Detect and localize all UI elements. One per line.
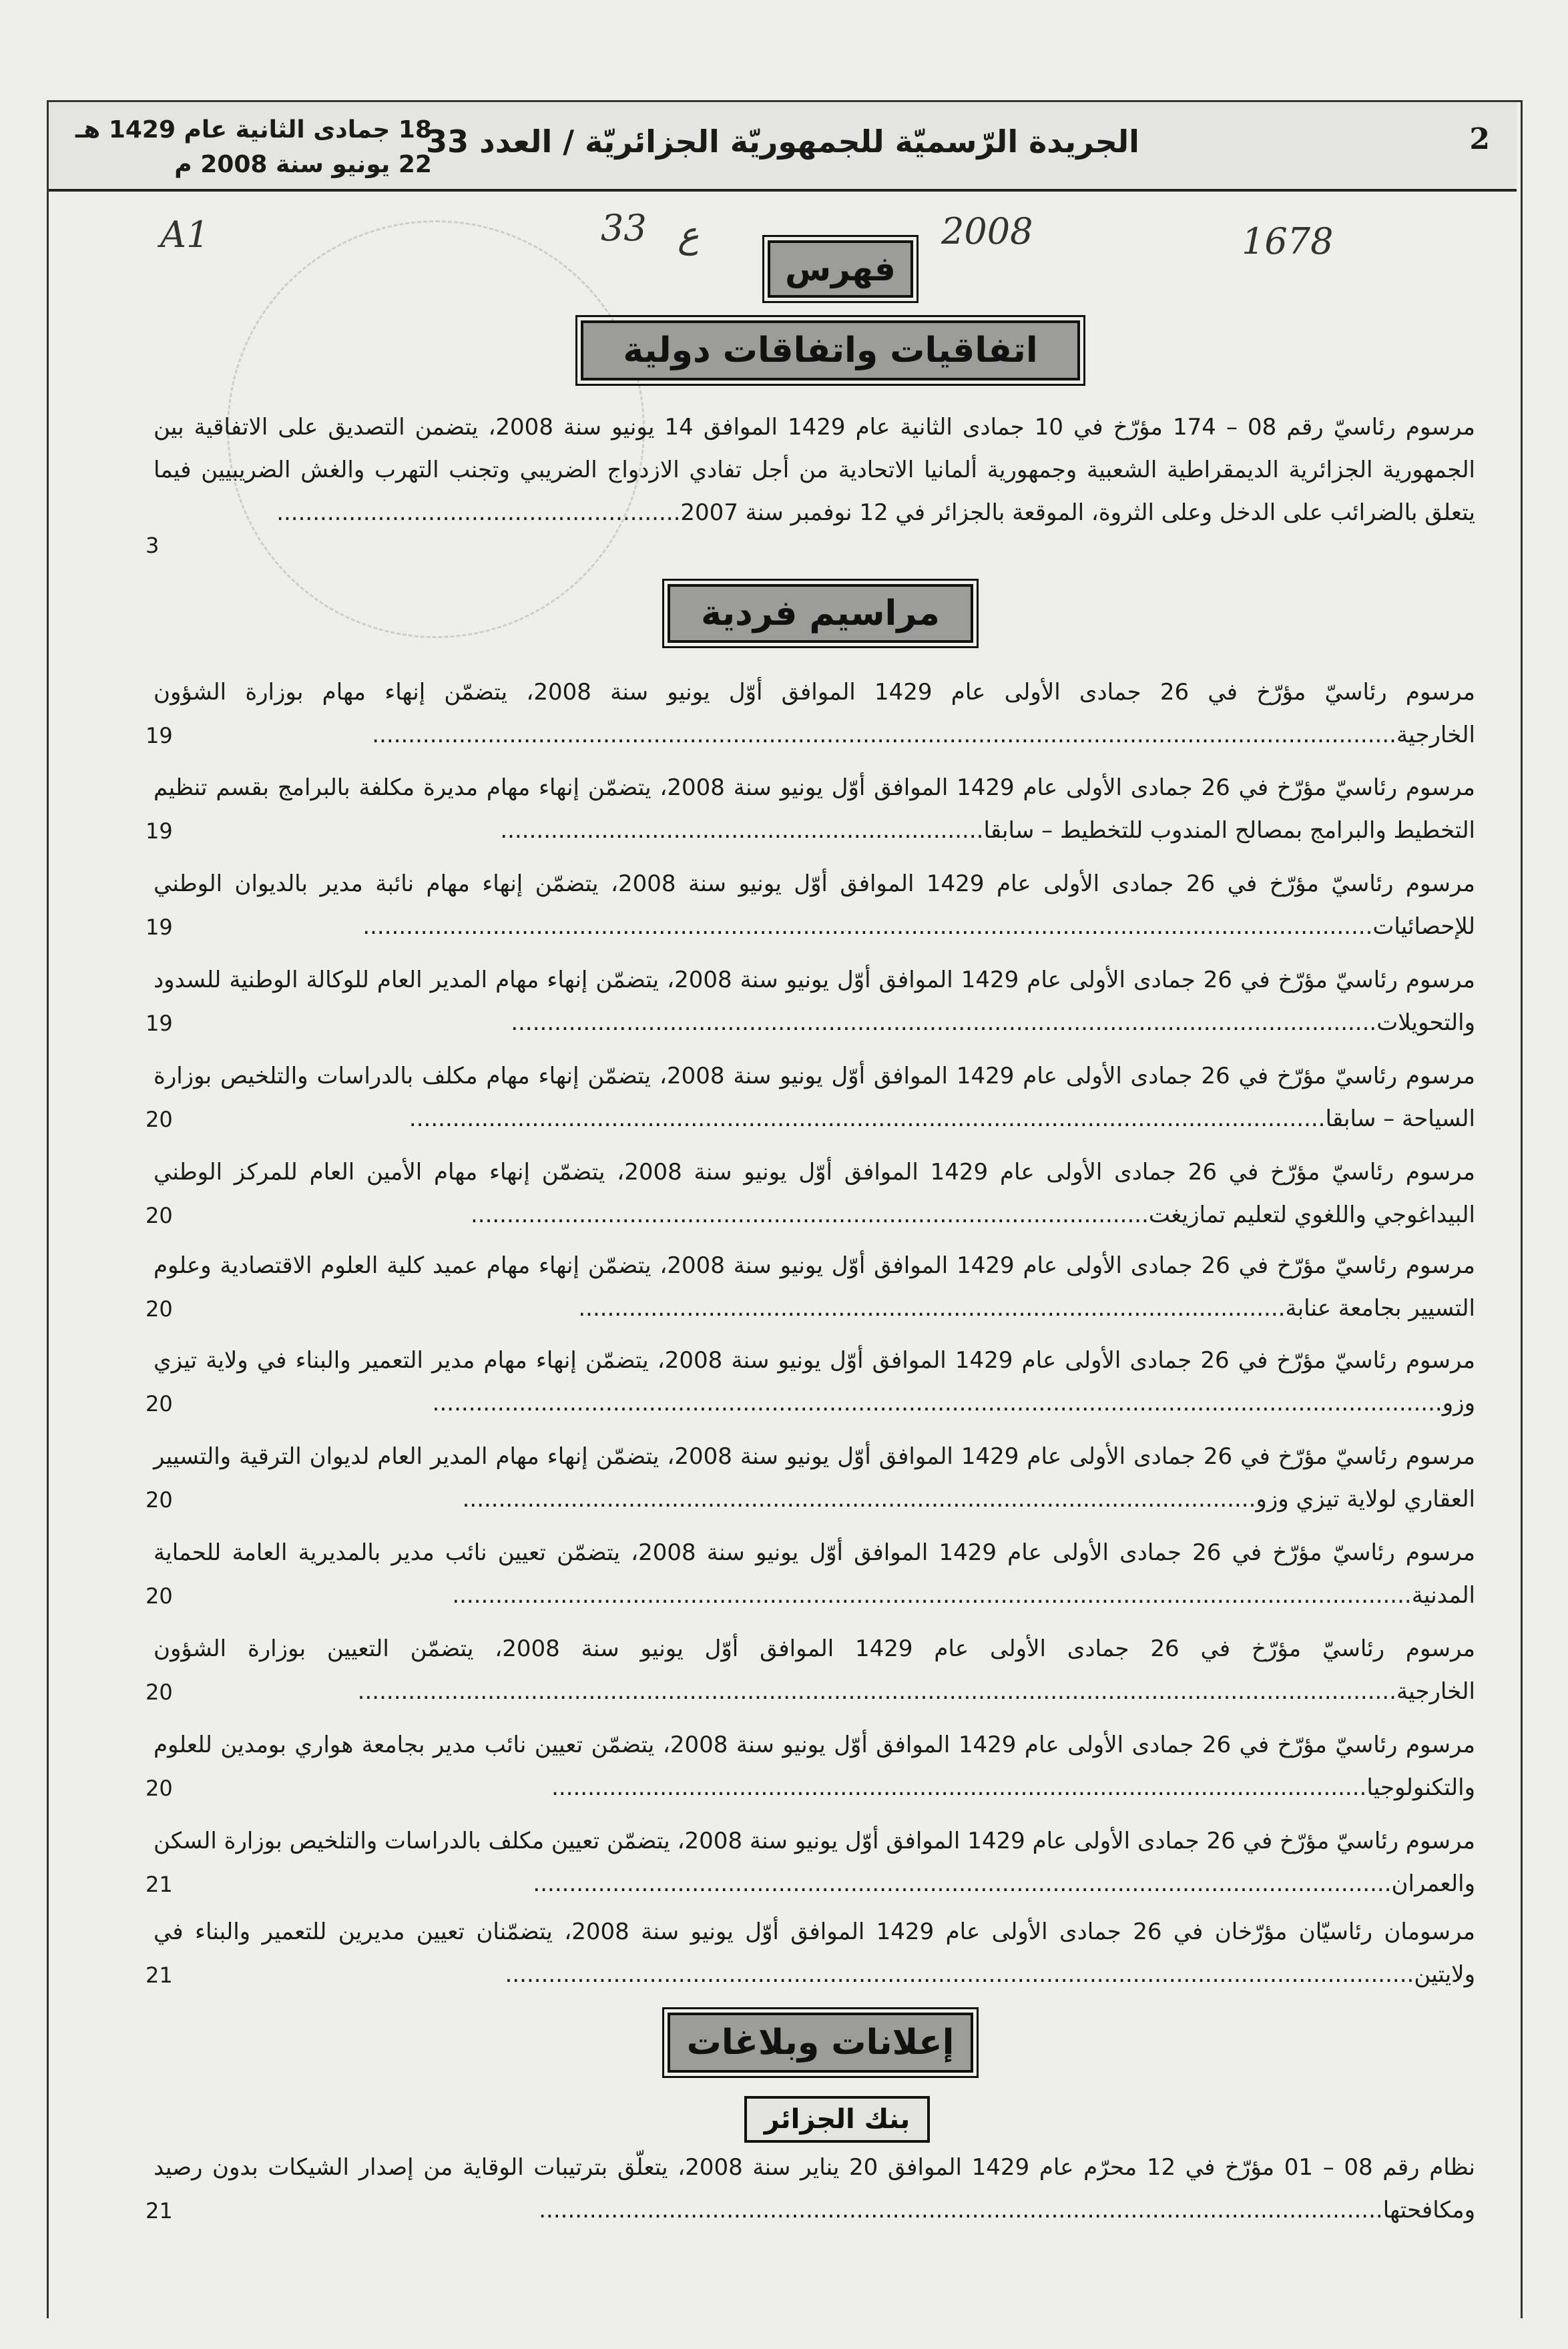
- page-number: 2: [1469, 122, 1490, 156]
- handwritten-right-mark: 1678: [1242, 220, 1334, 262]
- handwritten-year: 2008: [941, 210, 1033, 252]
- toc-entry-page: 20: [146, 1203, 173, 1228]
- issue-date: [75, 113, 432, 182]
- toc-entry-page: 20: [146, 1296, 173, 1322]
- toc-entry-text: نظام رقم 08 – 01 مؤرّخ في 12 محرّم عام 1429 الموافق 20 يناير سنة 2008، يتعلّق بترتيبات الوقاية من إصدار الشيكات بدون رصيد ومكافحتها.....................................................................................................................: [154, 2154, 1475, 2224]
- toc-entry-text: مرسوم رئاسيّ رقم 08 – 174 مؤرّخ في 10 جمادى الثانية عام 1429 الموافق 14 يونيو سنة 2008، يتضمن التصديق على الاتفاقية بين الجمهورية الجزائرية الديمقراطية الشعبية وجمهورية ألمانيا الاتحادية من أجل تفادي الازدواج الضريبي وتجنب التهرب والغش الضريبيين فيما يتعلق بالضرائب على الدخل وعلى الثروة، الموقعة بالجزائر في 12 نوفمبر سنة 2007........................................................: [154, 414, 1475, 526]
- toc-entry-page: 20: [146, 1487, 173, 1513]
- toc-entry-text: مرسوم رئاسيّ مؤرّخ في 26 جمادى الأولى عام 1429 الموافق أوّل يونيو سنة 2008، يتضمّن إنهاء مهام مدير التعمير والبناء في ولاية تيزي وزو............................................................................................................................................: [154, 1347, 1476, 1416]
- handwritten-letter: ع: [678, 214, 700, 256]
- toc-entry-page: 19: [146, 1011, 173, 1036]
- toc-entry-page: 19: [146, 723, 173, 748]
- toc-entry-text: مرسوم رئاسيّ مؤرّخ في 26 جمادى الأولى عام 1429 الموافق أوّل يونيو سنة 2008، يتضمّن إنهاء مهام المدير العام لديوان الترقية والتسيير العقاري لولاية تيزي وزو..............................................................................................................: [154, 1443, 1476, 1513]
- date-hijri: 18 جمادى الثانية عام 1429 هـ: [75, 116, 432, 144]
- toc-entry-text: مرسوم رئاسيّ مؤرّخ في 26 جمادى الأولى عام 1429 الموافق أوّل يونيو سنة 2008، يتضمّن التعيين بوزارة الشؤون الخارجية................................................................................................................................................: [154, 1635, 1475, 1705]
- toc-entry-page: 20: [146, 1107, 173, 1132]
- toc-entry-text: مرسومان رئاسيّان مؤرّخان في 26 جمادى الأولى عام 1429 الموافق أوّل يونيو سنة 2008، يتضمّنان تعيين مديرين للتعمير والبناء في ولايتين..............................................................................................................................: [154, 1918, 1476, 1988]
- toc-entry-page: 20: [146, 1391, 173, 1416]
- toc-entry-text: مرسوم رئاسيّ مؤرّخ في 26 جمادى الأولى عام 1429 الموافق أوّل يونيو سنة 2008، يتضمّن إنهاء مهام الأمين العام للمركز الوطني البيداغوجي واللغوي لتعليم تمازيغت..............................................................................................: [154, 1159, 1476, 1228]
- toc-entry-text: مرسوم رئاسيّ مؤرّخ في 26 جمادى الأولى عام 1429 الموافق أوّل يونيو سنة 2008، يتضمّن تعيين مكلف بالدراسات والتلخيص بوزارة السكن والعمران.......................................................................................................................: [154, 1828, 1475, 1897]
- journal-title: الجريدة الرّسميّة للجمهوريّة الجزائريّة / العدد 33: [426, 123, 1139, 160]
- decrees-heading: مراسيم فردية: [668, 584, 973, 643]
- toc-entry-page: 20: [146, 1583, 173, 1609]
- conventions-heading: اتفاقيات واتفاقات دولية: [581, 320, 1080, 380]
- toc-entry-page: 20: [146, 1679, 173, 1705]
- bank-heading: بنك الجزائر: [744, 2096, 930, 2143]
- handwritten-left-mark: A1: [160, 214, 210, 256]
- toc-entry-page: 21: [146, 1963, 173, 1988]
- date-gregorian: 22 يونيو سنة 2008 م: [174, 151, 432, 178]
- toc-entry-page: 3: [146, 533, 160, 558]
- journal-header: [49, 102, 1517, 192]
- toc-entry-text: مرسوم رئاسيّ مؤرّخ في 26 جمادى الأولى عام 1429 الموافق أوّل يونيو سنة 2008، يتضمّن إنهاء مهام نائبة مدير بالديوان الوطني للإحصائيات............................................................................................................................................: [154, 870, 1475, 940]
- toc-entry-text: مرسوم رئاسيّ مؤرّخ في 26 جمادى الأولى عام 1429 الموافق أوّل يونيو سنة 2008، يتضمّن إنهاء مهام عميد كلية العلوم الاقتصادية وعلوم التسيير بجامعة عنابة..................................................................................................: [154, 1252, 1476, 1322]
- toc-entry-text: مرسوم رئاسيّ مؤرّخ في 26 جمادى الأولى عام 1429 الموافق أوّل يونيو سنة 2008، يتضمّن إنهاء مهام المدير العام للوكالة الوطنية للسدود والتحويلات........................................................................................................................: [154, 967, 1476, 1036]
- toc-entry-text: مرسوم رئاسيّ مؤرّخ في 26 جمادى الأولى عام 1429 الموافق أوّل يونيو سنة 2008، يتضمّن إنهاء مهام مكلف بالدراسات والتلخيص بوزارة السياحة – سابقا...............................................................................................................................: [154, 1063, 1475, 1132]
- index-heading: فهرس: [768, 240, 913, 298]
- toc-entry-page: 20: [146, 1776, 173, 1801]
- toc-entry-text: مرسوم رئاسيّ مؤرّخ في 26 جمادى الأولى عام 1429 الموافق أوّل يونيو سنة 2008، يتضمّن إنهاء مهام بوزارة الشؤون الخارجية..............................................................................................................................................: [154, 679, 1476, 748]
- toc-entry-page: 19: [146, 915, 173, 940]
- toc-entry-page: 21: [146, 1872, 173, 1897]
- toc-entry-page: 21: [146, 2198, 173, 2224]
- toc-entry-text: مرسوم رئاسيّ مؤرّخ في 26 جمادى الأولى عام 1429 الموافق أوّل يونيو سنة 2008، يتضمّن إنهاء مهام مديرة مكلفة بالبرامج بقسم تنظيم التخطيط والبرامج بمصالح المندوب للتخطيط – سابقا...................................................................: [154, 774, 1475, 844]
- toc-entry-text: مرسوم رئاسيّ مؤرّخ في 26 جمادى الأولى عام 1429 الموافق أوّل يونيو سنة 2008، يتضمّن تعيين نائب مدير بجامعة هواري بومدين للعلوم والتكنولوجيا.................................................................................................................: [154, 1732, 1476, 1801]
- toc-entry-page: 19: [146, 818, 173, 844]
- handwritten-number: 33: [601, 207, 647, 249]
- toc-entry-text: مرسوم رئاسيّ مؤرّخ في 26 جمادى الأولى عام 1429 الموافق أوّل يونيو سنة 2008، يتضمّن تعيين نائب مدير بالمديرية العامة للحماية المدنية.....................................................................................................................................: [154, 1539, 1476, 1609]
- announcements-heading: إعلانات وبلاغات: [668, 2013, 973, 2073]
